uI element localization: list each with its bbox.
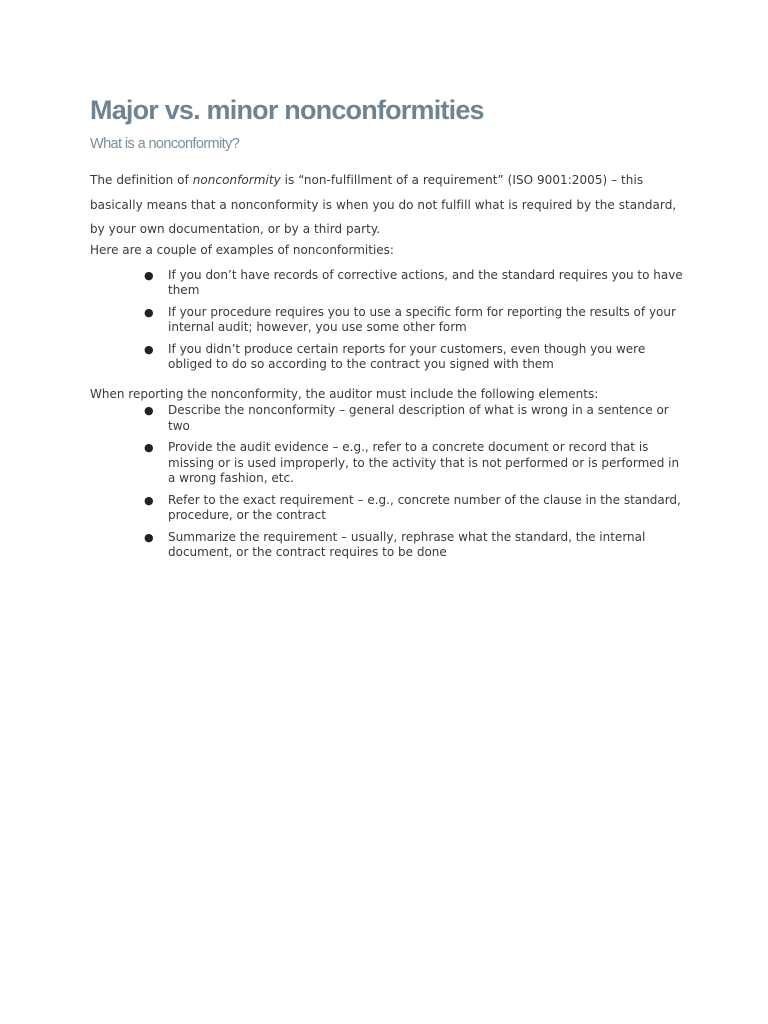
example-text: If you don’t have records of corrective actions, and the standard requires you to have them — [168, 267, 683, 297]
bullet-icon: ● — [144, 268, 154, 282]
examples-intro: Here are a couple of examples of nonconformities: — [90, 242, 394, 257]
definition-text-before: The definition of — [90, 173, 193, 187]
list-item — [90, 403, 690, 434]
bullet-icon: ● — [144, 441, 154, 454]
element-text: Provide the audit evidence – e.g., refer to a concrete document or record that is missing or is used improperly, to the activity that is not performed or is performed in a wrong fashion, etc. — [168, 440, 680, 485]
list-item — [90, 305, 690, 336]
bullet-icon: ● — [144, 342, 154, 356]
definition-term: nonconformity — [192, 173, 281, 187]
elements-list — [90, 403, 690, 561]
bullet-icon: ● — [144, 305, 154, 319]
bullet-icon: ● — [144, 493, 154, 507]
element-text: Refer to the exact requirement – e.g., concrete number of the clause in the standard, procedure, or the contract — [168, 492, 681, 522]
definition-text-after: is “non-fulfillment of a requirement” (ISO 9001:2005) – this basically means that a nonconformity is when you do not fulfill what is required by the standard, by your own documentation, or by a third party. — [90, 173, 677, 236]
list-item — [90, 493, 690, 524]
list-item — [90, 440, 690, 487]
document-title: Major vs. minor nonconformities — [90, 95, 484, 125]
document-content — [90, 92, 690, 567]
element-text: Summarize the requirement – usually, rephrase what the standard, the internal document, or the contract requires to be done — [168, 529, 646, 559]
bullet-icon: ● — [144, 530, 154, 544]
reporting-intro: When reporting the nonconformity, the auditor must include the following elements: — [90, 386, 599, 401]
definition-paragraph — [90, 168, 690, 242]
examples-list — [90, 268, 690, 373]
list-item — [90, 268, 690, 299]
list-item — [90, 530, 690, 561]
element-text: Describe the nonconformity – general description of what is wrong in a sentence or two — [168, 403, 669, 433]
bullet-icon: ● — [144, 404, 154, 417]
example-text: If you didn’t produce certain reports for your customers, even though you were obliged to do so according to the contract you signed with them — [168, 341, 646, 371]
example-text: If your procedure requires you to use a specific form for reporting the results of your internal audit; however, you use some other form — [168, 304, 676, 334]
document-subtitle: What is a nonconformity? — [90, 136, 240, 152]
list-item — [90, 342, 690, 373]
